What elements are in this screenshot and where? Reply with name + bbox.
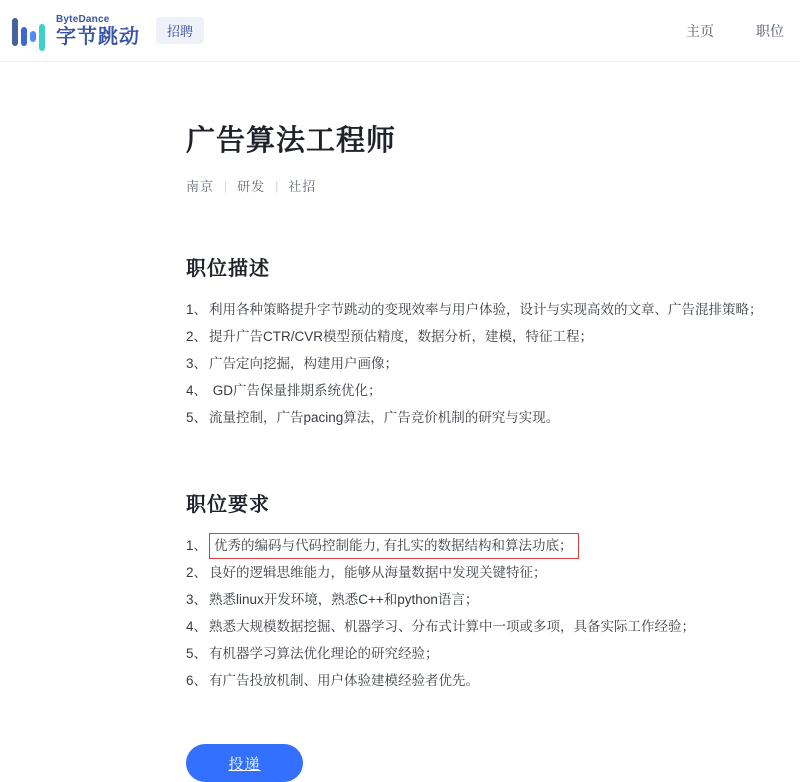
job-detail-page [0, 62, 800, 782]
logo-bar-2 [21, 27, 27, 46]
item-text: 提升广告CTR/CVR模型预估精度，数据分析，建模，特征工程； [209, 329, 594, 344]
item-text: 良好的逻辑思维能力，能够从海量数据中发现关键特征； [209, 565, 547, 580]
apply-button-label: 投递 [228, 755, 261, 773]
item-text: 优秀的编码与代码控制能力, 有扎实的数据结构和算法功底； [214, 538, 573, 553]
tag-category: 研发 [237, 179, 266, 194]
tag-recruit-type: 社招 [288, 179, 317, 194]
item-number: 1、 [186, 538, 208, 553]
item-text: GD广告保量排期系统优化； [209, 383, 382, 398]
item-number: 1、 [186, 302, 208, 317]
description-list [186, 296, 800, 431]
brand-name-en: ByteDance [56, 13, 110, 25]
top-nav [686, 21, 784, 41]
item-text: 有机器学习算法优化理论的研究经验； [209, 646, 439, 661]
item-number: 4、 [186, 619, 208, 634]
list-item [186, 296, 800, 323]
section-description [186, 252, 800, 431]
bytedance-logo-icon [12, 13, 48, 49]
list-item [186, 586, 800, 613]
section-requirements [186, 488, 800, 694]
item-number: 2、 [186, 329, 208, 344]
item-text: 广告定向挖掘，构建用户画像； [209, 356, 399, 371]
section-title-description: 职位描述 [186, 258, 270, 280]
requirements-list [186, 532, 800, 694]
list-item [186, 404, 800, 431]
list-item [186, 667, 800, 694]
item-number: 3、 [186, 356, 208, 371]
header [0, 0, 800, 62]
item-number: 2、 [186, 565, 208, 580]
item-text: 有广告投放机制、用户体验建模经验者优先。 [209, 673, 480, 688]
tag-location: 南京 [186, 179, 215, 194]
item-text: 流量控制，广告pacing算法，广告竞价机制的研究与实现。 [209, 410, 560, 425]
item-number: 5、 [186, 646, 208, 661]
list-item [186, 323, 800, 350]
logo-bar-3 [30, 31, 36, 42]
tag-separator: | [224, 178, 228, 193]
nav-item-jobs[interactable]: 职位 [756, 22, 784, 39]
bytedance-logo[interactable] [12, 13, 204, 49]
tag-separator: | [275, 178, 279, 193]
item-number: 5、 [186, 410, 208, 425]
item-text: 利用各种策略提升字节跳动的变现效率与用户体验，设计与实现高效的文章、广告混排策略； [209, 302, 763, 317]
item-text: 熟悉linux开发环境，熟悉C++和python语言； [209, 592, 479, 607]
list-item [186, 350, 800, 377]
item-number: 4、 [186, 383, 208, 398]
item-number: 3、 [186, 592, 208, 607]
apply-button-row [186, 744, 800, 782]
item-text: 熟悉大规模数据挖掘、机器学习、分布式计算中一项或多项，具备实际工作经验； [209, 619, 696, 634]
section-title-requirements: 职位要求 [186, 494, 270, 516]
apply-button[interactable] [186, 744, 303, 782]
job-meta [186, 176, 800, 195]
logo-bar-4 [39, 24, 45, 51]
list-item [186, 559, 800, 586]
list-item [186, 532, 800, 559]
highlight-box [209, 533, 579, 559]
job-title: 广告算法工程师 [186, 125, 397, 157]
logo-bar-1 [12, 18, 18, 46]
recruit-badge: 招聘 [156, 17, 204, 44]
list-item [186, 613, 800, 640]
list-item [186, 640, 800, 667]
list-item [186, 377, 800, 404]
brand-name-zh: 字节跳动 [56, 25, 140, 48]
brand-wordmark [56, 15, 140, 47]
nav-item-home[interactable]: 主页 [686, 22, 714, 39]
item-number: 6、 [186, 673, 208, 688]
